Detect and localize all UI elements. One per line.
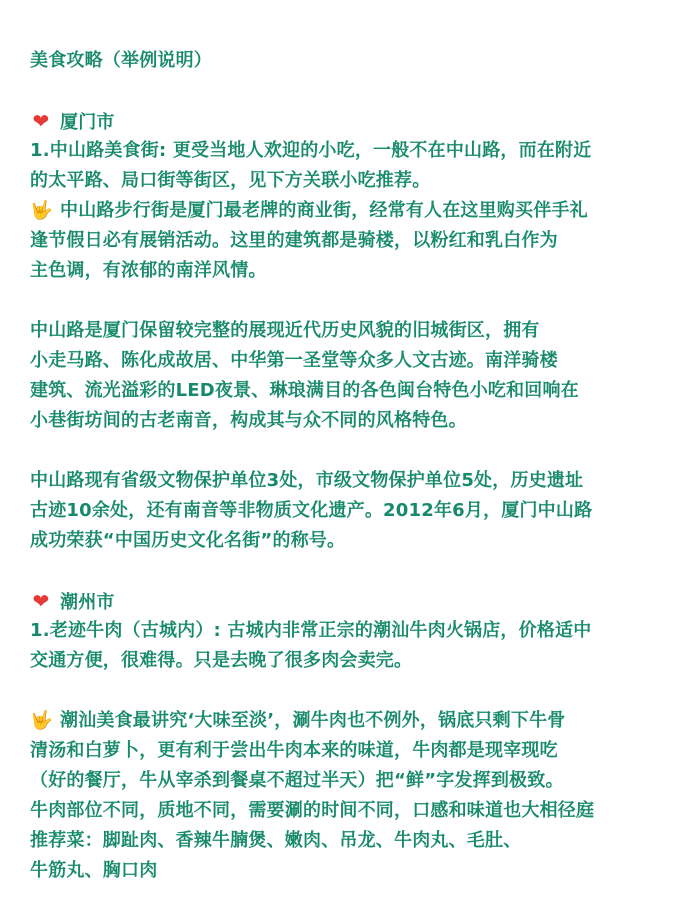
chaozhou-city-name: 潮州市 — [60, 592, 115, 613]
love-you-hand-icon: 🤟 — [30, 710, 53, 731]
chaozhou-p1-line: 交通方便，很难得。只是去晚了很多肉会卖完。 — [30, 650, 413, 671]
xiamen-p3-line: 建筑、流光溢彩的LED夜景、琳琅满目的各色闽台特色小吃和回响在 — [30, 380, 579, 401]
xiamen-p2-text: 中山路步行街是厦门最老牌的商业街，经常有人在这里购买伴手礼 — [60, 200, 588, 221]
spacer — [30, 286, 660, 316]
chaozhou-p1-line: 1.老迹牛肉（古城内）: 古城内非常正宗的潮汕牛肉火锅店，价格适中 — [30, 620, 592, 641]
spacer — [30, 556, 660, 586]
xiamen-p3-line: 中山路是厦门保留较完整的展现近代历史风貌的旧城街区，拥有 — [30, 320, 540, 341]
chaozhou-p2-line: 清汤和白萝卜，更有利于尝出牛肉本来的味道，牛肉都是现宰现吃 — [30, 740, 558, 761]
xiamen-p4-line: 古迹10余处，还有南音等非物质文化遗产。2012年6月，厦门中山路 — [30, 500, 593, 521]
xiamen-p2-line — [30, 196, 660, 226]
heart-icon: ❤ — [32, 589, 50, 613]
xiamen-p4-line: 中山路现有省级文物保护单位3处，市级文物保护单位5处，历史遗址 — [30, 470, 584, 491]
guide-title: 美食攻略（举例说明） — [30, 50, 212, 71]
chaozhou-p2-line: 推荐菜：脚趾肉、香辣牛腩煲、嫩肉、吊龙、牛肉丸、毛肚、 — [30, 830, 522, 851]
love-you-hand-icon: 🤟 — [30, 200, 53, 221]
xiamen-heading — [30, 106, 660, 136]
xiamen-city-name: 厦门市 — [60, 112, 115, 133]
chaozhou-p2-line: （好的餐厅，牛从宰杀到餐桌不超过半天）把“鲜”字发挥到极致。 — [30, 770, 564, 791]
spacer — [30, 436, 660, 466]
xiamen-p2-line: 主色调，有浓郁的南洋风情。 — [30, 260, 267, 281]
xiamen-p1-line: 的太平路、局口街等街区，见下方关联小吃推荐。 — [30, 170, 431, 191]
xiamen-p3-line: 小巷街坊间的古老南音，构成其与众不同的风格特色。 — [30, 410, 467, 431]
spacer — [30, 676, 660, 706]
chaozhou-p2-line: 牛筋丸、胸口肉 — [30, 860, 158, 881]
chaozhou-p2-line: 牛肉部位不同，质地不同，需要涮的时间不同，口感和味道也大相径庭 — [30, 800, 595, 821]
xiamen-p4-line: 成功荣获“中国历史文化名街”的称号。 — [30, 530, 346, 551]
xiamen-p3-line: 小走马路、陈化成故居、中华第一圣堂等众多人文古迹。南洋骑楼 — [30, 350, 558, 371]
spacer — [30, 76, 660, 106]
heart-icon: ❤ — [32, 109, 50, 133]
chaozhou-p2-text: 潮汕美食最讲究‘大味至淡’，涮牛肉也不例外，锅底只剩下牛骨 — [60, 710, 566, 731]
xiamen-p1-line: 1.中山路美食街: 更受当地人欢迎的小吃，一般不在中山路，而在附近 — [30, 140, 592, 161]
xiamen-p2-line: 逢节假日必有展销活动。这里的建筑都是骑楼，以粉红和乳白作为 — [30, 230, 558, 251]
chaozhou-p2-line — [30, 706, 660, 736]
chaozhou-heading — [30, 586, 660, 616]
food-guide-content — [30, 46, 660, 886]
